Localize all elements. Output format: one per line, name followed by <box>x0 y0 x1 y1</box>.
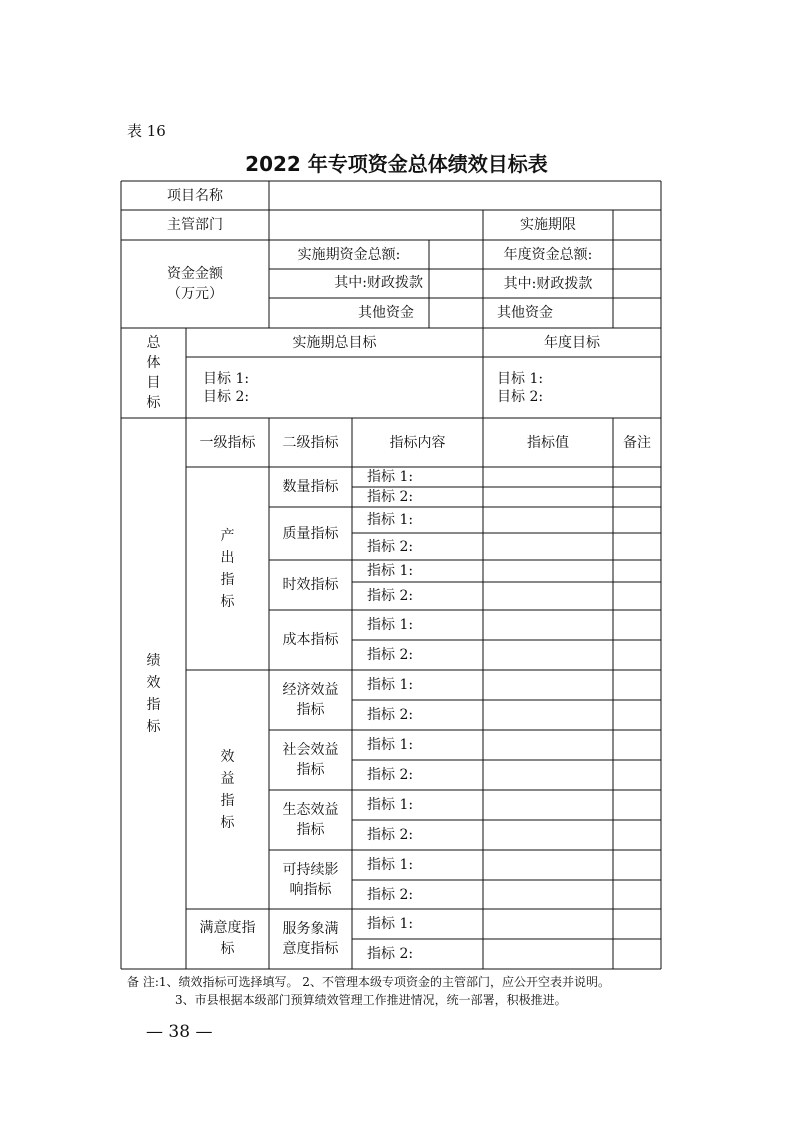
funds-total-period: 实施期资金总额: <box>297 246 401 263</box>
period-goal-header: 实施期总目标 <box>292 334 377 351</box>
department-label: 主管部门 <box>167 217 223 233</box>
benefit-indicators: 效 益 指 标 <box>220 748 235 831</box>
year-goal-1: 目标 1: <box>497 371 544 387</box>
item-social-2: 指标 2: <box>367 767 414 783</box>
item-quantity-2: 指标 2: <box>367 489 414 505</box>
satisfaction-indicators: 满意度指 标 <box>199 920 256 957</box>
level2-ecological: 生态效益 指标 <box>282 802 339 838</box>
item-social-1: 指标 1: <box>367 737 414 753</box>
header-level2: 二级指标 <box>282 434 339 451</box>
footnote-line-1: 备 注:1、绩效指标可选择填写。 2、不管理本级专项资金的主管部门，应公开空表并说明。 <box>127 975 610 989</box>
level2-sustainable: 可持续影 响指标 <box>282 861 339 898</box>
year-goal-2: 目标 2: <box>497 389 544 405</box>
other-funds-period: 其他资金 <box>358 305 414 321</box>
other-funds-year: 其他资金 <box>497 305 553 321</box>
fiscal-alloc-year: 其中:财政拨款 <box>503 275 593 292</box>
item-quality-1: 指标 1: <box>367 512 414 528</box>
level2-timeliness: 时效指标 <box>282 577 339 593</box>
level2-cost: 成本指标 <box>282 632 339 648</box>
item-economic-2: 指标 2: <box>367 707 414 723</box>
header-level1: 一级指标 <box>199 434 256 451</box>
item-satisfaction-1: 指标 1: <box>367 916 414 932</box>
item-quantity-1: 指标 1: <box>367 469 414 485</box>
item-sustainable-2: 指标 2: <box>367 887 414 903</box>
item-cost-1: 指标 1: <box>367 617 414 633</box>
document-title: 2022 年专项资金总体绩效目标表 <box>245 152 548 176</box>
footnote-line-2: 3、市县根据本级部门预算绩效管理工作推进情况，统一部署，积极推进。 <box>175 993 567 1007</box>
performance-indicators-section: 绩 效 指 标 <box>146 652 161 735</box>
level2-quantity: 数量指标 <box>282 479 339 495</box>
item-quality-2: 指标 2: <box>367 539 414 555</box>
header-remarks: 备注 <box>623 434 651 451</box>
level2-economic: 经济效益 指标 <box>282 682 339 718</box>
item-sustainable-1: 指标 1: <box>367 857 414 873</box>
page-number: — 38 — <box>146 1022 213 1042</box>
header-value: 指标值 <box>527 434 569 451</box>
item-economic-1: 指标 1: <box>367 677 414 693</box>
period-label: 实施期限 <box>520 217 576 233</box>
funds-label: 资金金额 （万元） <box>167 266 223 302</box>
funds-total-year: 年度资金总额: <box>503 246 593 263</box>
header-content: 指标内容 <box>389 434 446 451</box>
fiscal-alloc-period: 其中:财政拨款 <box>334 275 423 291</box>
overall-goals-section: 总 体 目 标 <box>146 335 161 411</box>
item-ecological-2: 指标 2: <box>367 827 414 843</box>
footnotes <box>127 973 610 1009</box>
item-satisfaction-2: 指标 2: <box>367 946 414 962</box>
item-timeliness-1: 指标 1: <box>367 563 414 579</box>
level2-social: 社会效益 指标 <box>282 742 339 778</box>
level2-service-satisfaction: 服务象满 意度指标 <box>282 921 339 957</box>
item-timeliness-2: 指标 2: <box>367 588 414 604</box>
level2-quality: 质量指标 <box>282 525 339 542</box>
period-goal-1: 目标 1: <box>203 371 250 387</box>
output-indicators: 产 出 指 标 <box>220 527 235 610</box>
period-goal-2: 目标 2: <box>203 389 250 405</box>
item-ecological-1: 指标 1: <box>367 797 414 813</box>
year-goal-header: 年度目标 <box>544 334 600 351</box>
item-cost-2: 指标 2: <box>367 647 414 663</box>
project-name-label: 项目名称 <box>167 187 223 204</box>
table-number: 表 16 <box>127 122 166 140</box>
